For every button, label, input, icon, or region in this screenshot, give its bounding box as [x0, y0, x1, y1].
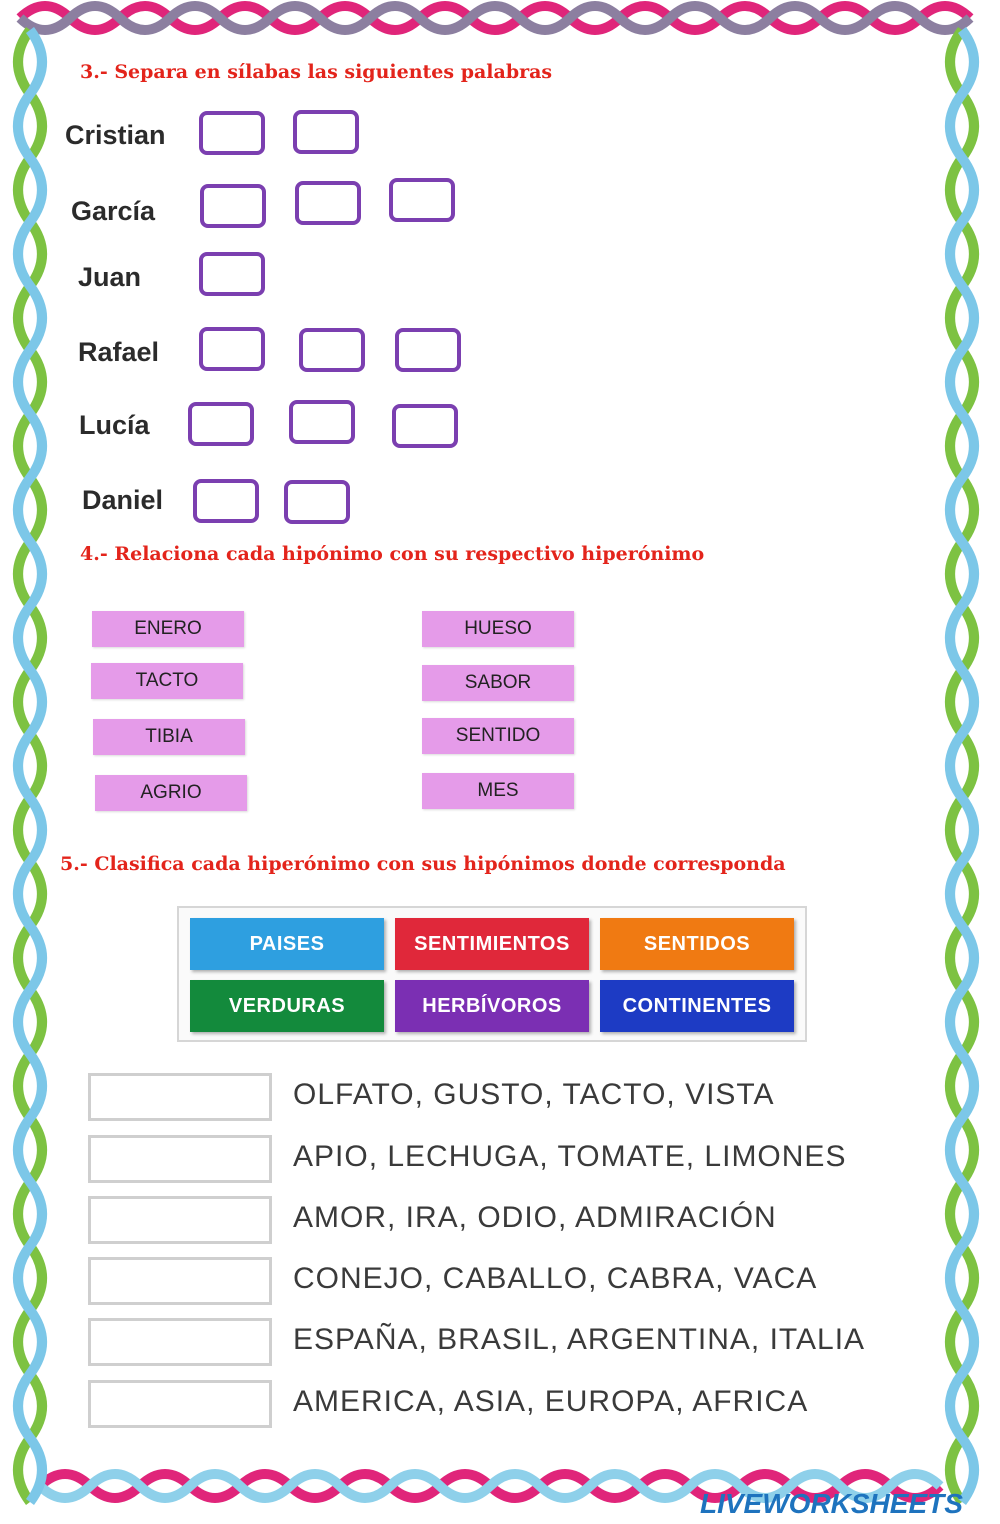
syllable-input[interactable] [293, 110, 359, 154]
hyponym-tag[interactable]: AGRIO [95, 775, 247, 811]
category-continentes[interactable]: CONTINENTES [600, 980, 794, 1032]
answer-input[interactable] [88, 1380, 272, 1428]
section-5-title: 5.- Clasifica cada hiperónimo con sus hipónimos donde corresponda [60, 853, 786, 875]
hyponym-tag[interactable]: TACTO [91, 663, 243, 699]
syllable-input[interactable] [200, 184, 266, 228]
hyperonym-tag[interactable]: SENTIDO [422, 718, 574, 754]
hyponym-list: ESPAÑA, BRASIL, ARGENTINA, ITALIA [293, 1323, 866, 1356]
syllable-input[interactable] [188, 402, 254, 446]
hyponym-list: AMERICA, ASIA, EUROPA, AFRICA [293, 1385, 809, 1418]
hyperonym-tag[interactable]: SABOR [422, 665, 574, 701]
syllable-input[interactable] [389, 178, 455, 222]
word-lucia: Lucía [79, 410, 150, 440]
word-garcia: García [71, 196, 156, 226]
word-juan: Juan [78, 262, 142, 292]
answer-input[interactable] [88, 1073, 272, 1121]
syllable-input[interactable] [299, 328, 365, 372]
answer-input[interactable] [88, 1196, 272, 1244]
category-verduras[interactable]: VERDURAS [190, 980, 384, 1032]
liveworksheets-logo: LIVEWORKSHEETS [700, 1488, 963, 1519]
word-rafael: Rafael [78, 337, 160, 367]
hyperonym-tag[interactable]: HUESO [422, 611, 574, 647]
hyponym-tag[interactable]: TIBIA [93, 719, 245, 755]
hyponym-list: AMOR, IRA, ODIO, ADMIRACIÓN [293, 1201, 777, 1234]
hyperonym-tag[interactable]: MES [422, 773, 574, 809]
syllable-input[interactable] [199, 327, 265, 371]
syllable-input[interactable] [199, 111, 265, 155]
answer-input[interactable] [88, 1135, 272, 1183]
hyponym-list: CONEJO, CABALLO, CABRA, VACA [293, 1262, 818, 1295]
category-sentidos[interactable]: SENTIDOS [600, 918, 794, 970]
category-herbivoros[interactable]: HERBÍVOROS [395, 980, 589, 1032]
syllable-input[interactable] [392, 404, 458, 448]
section-3-title: 3.- Separa en sílabas las siguientes palabras [80, 61, 553, 83]
word-cristian: Cristian [65, 120, 166, 150]
syllable-input[interactable] [295, 181, 361, 225]
hyponym-tag[interactable]: ENERO [92, 611, 244, 647]
hyponym-list: APIO, LECHUGA, TOMATE, LIMONES [293, 1140, 847, 1173]
answer-input[interactable] [88, 1318, 272, 1366]
hyponym-list: OLFATO, GUSTO, TACTO, VISTA [293, 1078, 775, 1111]
syllable-input[interactable] [284, 480, 350, 524]
category-paises[interactable]: PAISES [190, 918, 384, 970]
syllable-input[interactable] [199, 252, 265, 296]
category-sentimientos[interactable]: SENTIMIENTOS [395, 918, 589, 970]
answer-input[interactable] [88, 1257, 272, 1305]
section-4-title: 4.- Relaciona cada hipónimo con su respectivo hiperónimo [80, 543, 705, 565]
syllable-input[interactable] [395, 328, 461, 372]
category-panel [177, 906, 807, 1042]
word-daniel: Daniel [82, 485, 164, 515]
syllable-input[interactable] [193, 479, 259, 523]
syllable-input[interactable] [289, 400, 355, 444]
